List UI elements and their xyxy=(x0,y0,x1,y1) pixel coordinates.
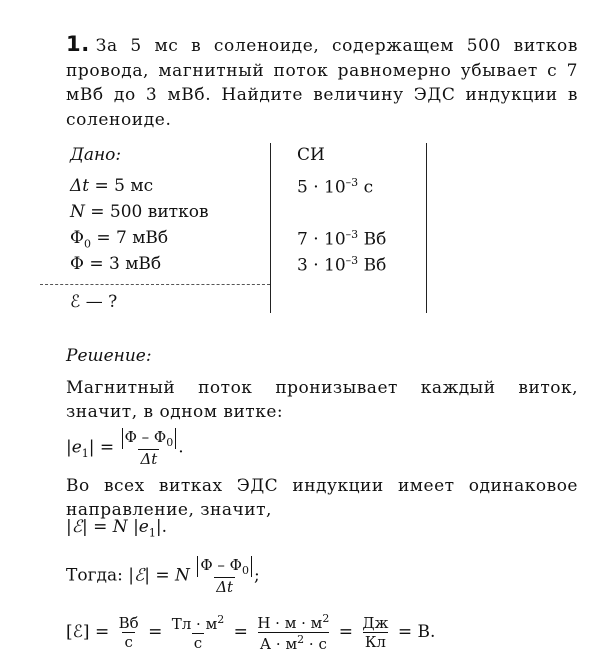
si-row-time: $5 \cdot 10^{-3}$ с xyxy=(297,176,374,198)
table-divider-right xyxy=(426,143,427,313)
given-heading: Дано: xyxy=(70,145,122,165)
solution-paragraph-1: Магнитный поток пронизывает каждый виток, значит, в одном витке: xyxy=(66,378,578,422)
si-row-flux-final: $3 \cdot 10^{-3}$ Вб xyxy=(297,254,387,276)
table-divider-left xyxy=(270,143,271,313)
si-heading: СИ xyxy=(297,145,325,165)
si-row-flux-initial: $7 \cdot 10^{-3}$ Вб xyxy=(297,228,387,250)
formula-single-turn-emf: $|e_1|$ = $\frac{\Phi - \Phi_0}{\Delta t}$ . xyxy=(66,428,184,468)
given-row-time: Δt = 5 мс xyxy=(70,176,154,196)
given-row-flux-final: Φ = 3 мВб xyxy=(70,254,162,274)
given-separator-line xyxy=(40,284,270,285)
given-row-unknown: ℰ — ? xyxy=(70,292,118,312)
formula-unit-check: [ℰ] = $\frac{Вб}{с}$ = $\frac{Тл \cdot м^2}{с}$ = $\frac{Н \cdot м \cdot м^2}{А \cdot м^2 \cdot с}$ = $\frac{Дж}{Кл}$ = В. xyxy=(66,612,436,653)
problem-number: 1. xyxy=(66,32,90,56)
given-row-flux-initial: $\Phi_0 = 7$ мВб xyxy=(70,228,169,251)
solution-paragraph-2: Во всех витках ЭДС индукции имеет одинаковое направление, значит, xyxy=(66,476,578,520)
problem-statement xyxy=(66,32,578,132)
given-row-turns: N = 500 витков xyxy=(70,202,209,222)
formula-result: Тогда: |ℰ| = N $\frac{\Phi - \Phi_0}{\Delta t}$ ; xyxy=(66,556,260,596)
solution-heading: Решение: xyxy=(66,346,152,366)
problem-text: За 5 мс в соленоиде, содержащем 500 витков провода, магнитный поток равномерно убывает с 7 мВб до 3 мВб. Найдите величину ЭДС индукции в соленоиде. xyxy=(66,36,578,130)
formula-total-emf: |ℰ| = N $|e_1|$. xyxy=(66,517,168,540)
